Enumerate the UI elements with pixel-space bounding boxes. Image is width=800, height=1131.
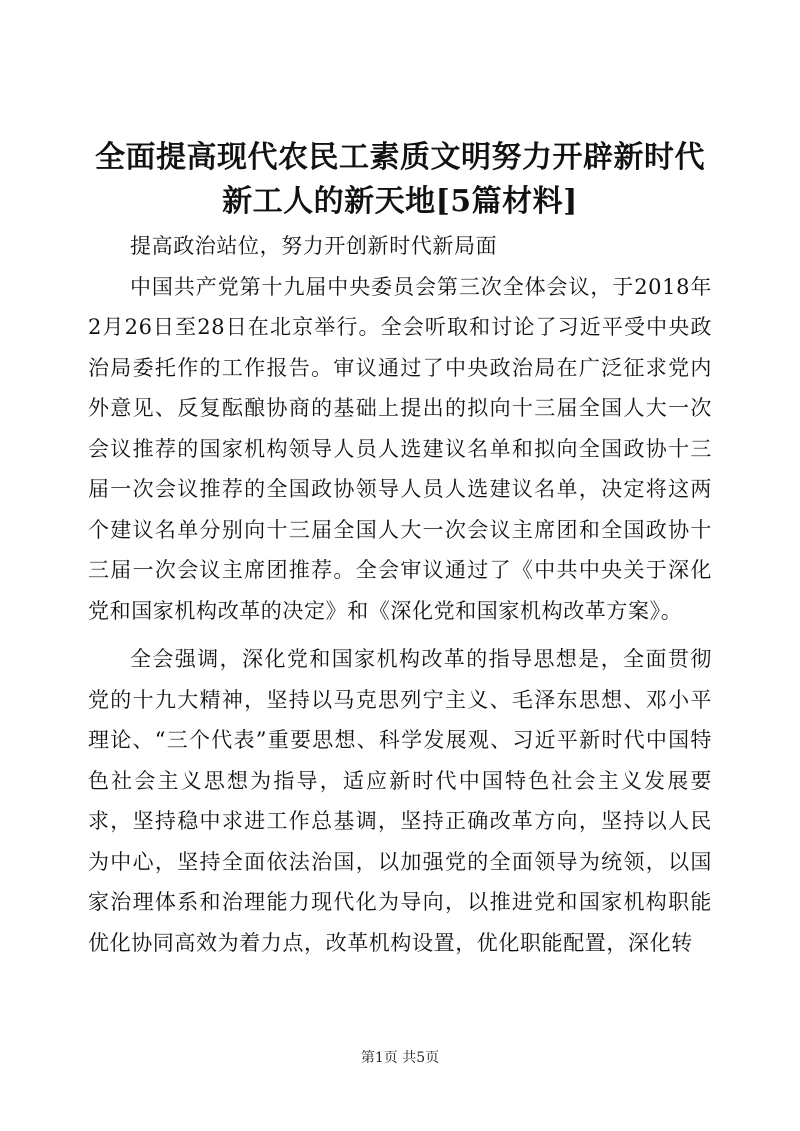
page-footer: 第1页 共5页 — [360, 1050, 440, 1066]
document-title-line-1: 全面提高现代农民工素质文明努力开辟新时代 — [95, 140, 705, 175]
body-paragraph: 中国共产党第十九届中央委员会第三次全体会议，于2018年2月26日至28日在北京举行。全会听取和讨论了习近平受中央政治局委托作的工作报告。审议通过了中央政治局在广泛征求党内外意见、反复酝酿协商的基础上提出的拟向十三届全国人大一次会议推荐的国家机构领导人员人选建议名单和拟向全国政协十三届一次会议推荐的全国政协领导人员人选建议名单，决定将这两个建议名单分别向十三届全国人大一次会议主席团和全国政协十三届一次会议主席团推荐。全会审议通过了《中共中央关于深化党和国家机构改革的决定》和《深化党和国家机构改革方案》。 — [88, 274, 712, 623]
body-paragraph: 全会强调，深化党和国家机构改革的指导思想是，全面贯彻党的十九大精神，坚持以马克思列宁主义、毛泽东思想、邓小平理论、“三个代表”重要思想、科学发展观、习近平新时代中国特色社会主义思想为指导，适应新时代中国特色社会主义发展要求，坚持稳中求进工作总基调，坚持正确改革方向，坚持以人民为中心，坚持全面依法治国，以加强党的全面领导为统领，以国家治理体系和治理能力现代化为导向，以推进党和国家机构职能优化协同高效为着力点，改革机构设置，优化职能配置，深化转 — [88, 647, 712, 955]
document-body — [88, 226, 712, 963]
document-title-line-2: 新工人的新天地[5篇材料] — [222, 184, 578, 219]
subtitle-paragraph: 提高政治站位，努力开创新时代新局面 — [130, 234, 498, 258]
